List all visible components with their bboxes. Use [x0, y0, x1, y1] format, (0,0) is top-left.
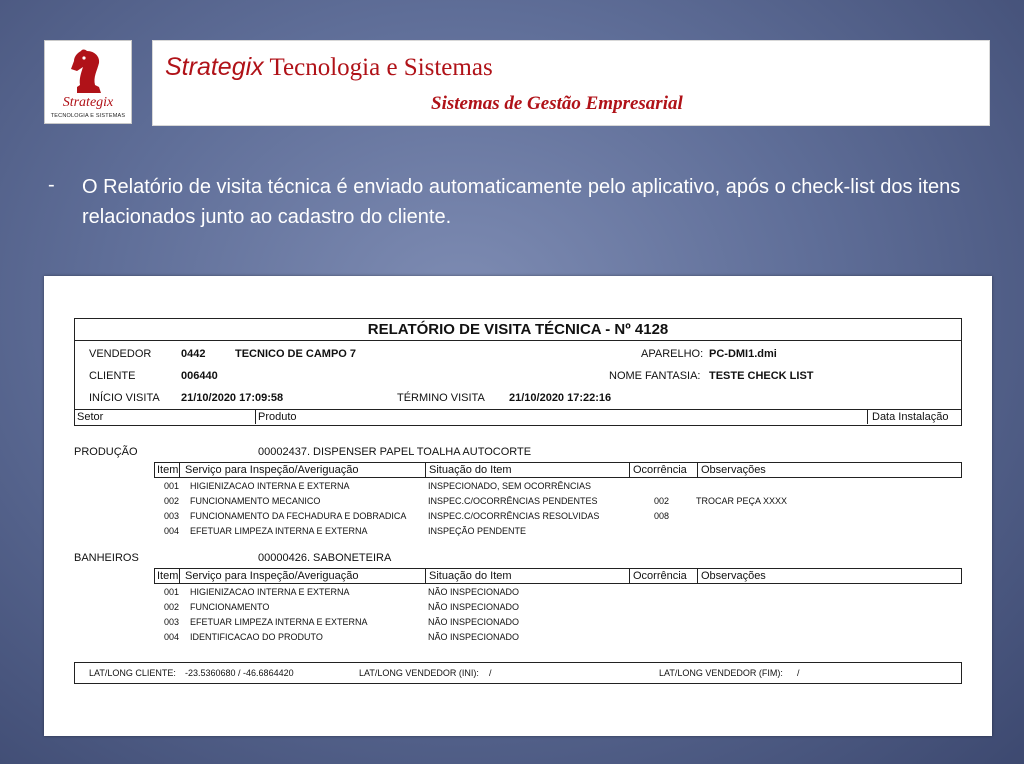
latlong-vendedor-ini-label: LAT/LONG VENDEDOR (INI): [359, 668, 479, 678]
cliente-label: CLIENTE [89, 370, 136, 382]
row-servico: HIGIENIZACAO INTERNA E EXTERNA [190, 481, 350, 491]
row-ocorrencia: 008 [654, 511, 670, 521]
row-item: 003 [164, 617, 180, 627]
page-header [152, 40, 990, 126]
report-image [44, 276, 992, 736]
company-name [165, 53, 493, 82]
vendedor-code: 0442 [181, 348, 206, 360]
row-servico: EFETUAR LIMPEZA INTERNA E EXTERNA [190, 617, 368, 627]
row-item: 001 [164, 587, 180, 597]
latlong-vendedor-fim-value: / [797, 668, 800, 678]
item-col-divider [179, 463, 180, 477]
company-logo [44, 40, 132, 124]
row-servico: HIGIENIZACAO INTERNA E EXTERNA [190, 587, 350, 597]
item-columns-header [154, 462, 962, 478]
termino-label: TÉRMINO VISITA [397, 392, 485, 404]
row-situacao: INSPECIONADO, SEM OCORRÊNCIAS [428, 481, 592, 491]
section-produto: 00002437. DISPENSER PAPEL TOALHA AUTOCORTE [258, 446, 532, 458]
section-setor: BANHEIROS [74, 552, 139, 564]
bullet-text: O Relatório de visita técnica é enviado automaticamente pelo aplicativo, após o check-list dos itens relacionados junto ao cadastro do cliente. [82, 176, 961, 228]
section-setor: PRODUÇÃO [74, 446, 138, 458]
item-col-item: Item [157, 570, 179, 582]
bullet-dash: - [48, 174, 55, 196]
item-col-observacoes: Observações [701, 570, 766, 582]
row-situacao: NÃO INSPECIONADO [428, 617, 520, 627]
logo-name: Strategix [62, 95, 114, 110]
row-item: 001 [164, 481, 180, 491]
item-col-divider [425, 569, 426, 583]
row-servico: EFETUAR LIMPEZA INTERNA E EXTERNA [190, 526, 368, 536]
item-columns-header [154, 568, 962, 584]
report [74, 318, 962, 678]
knight-chess-icon [67, 47, 111, 95]
item-col-divider [697, 569, 698, 583]
aparelho-label: APARELHO: [641, 348, 704, 360]
item-col-situacao: Situação do Item [429, 464, 512, 476]
aparelho-value: PC-DMI1.dmi [709, 348, 777, 360]
company-rest: Tecnologia e Sistemas [269, 54, 493, 81]
row-situacao: INSPEC.C/OCORRÊNCIAS RESOLVIDAS [428, 511, 600, 521]
inicio-label: INÍCIO VISITA [89, 392, 160, 404]
latlong-cliente-value: -23.5360680 / -46.6864420 [185, 668, 294, 678]
row-servico: FUNCIONAMENTO [190, 602, 270, 612]
tagline: Sistemas de Gestão Empresarial [431, 93, 683, 114]
latlong-vendedor-ini-value: / [489, 668, 492, 678]
item-col-divider [629, 569, 630, 583]
col-divider [867, 410, 868, 424]
latlong-cliente-label: LAT/LONG CLIENTE: [89, 668, 176, 678]
logo-subtitle: TECNOLOGIA E SISTEMAS [50, 113, 126, 119]
col-divider [255, 410, 256, 424]
col-data-instalacao: Data Instalação [872, 411, 949, 423]
latlong-vendedor-fim-label: LAT/LONG VENDEDOR (FIM): [659, 668, 783, 678]
col-produto: Produto [258, 411, 297, 423]
section-produto: 00000426. SABONETEIRA [258, 552, 392, 564]
report-info [74, 340, 962, 410]
inicio-value: 21/10/2020 17:09:58 [181, 392, 284, 404]
row-item: 004 [164, 526, 180, 536]
vendedor-label: VENDEDOR [89, 348, 152, 360]
item-col-ocorrencia: Ocorrência [633, 464, 687, 476]
item-col-divider [179, 569, 180, 583]
vendedor-name: TECNICO DE CAMPO 7 [235, 348, 357, 360]
row-situacao: INSPEC.C/OCORRÊNCIAS PENDENTES [428, 496, 598, 506]
row-item: 004 [164, 632, 180, 642]
item-col-servico: Serviço para Inspeção/Averiguação [185, 570, 359, 582]
row-situacao: NÃO INSPECIONADO [428, 602, 520, 612]
row-observacoes: TROCAR PEÇA XXXX [696, 496, 788, 506]
item-col-ocorrencia: Ocorrência [633, 570, 687, 582]
item-col-divider [697, 463, 698, 477]
row-servico: FUNCIONAMENTO DA FECHADURA E DOBRADICA [190, 511, 407, 521]
item-col-divider [629, 463, 630, 477]
report-title: RELATÓRIO DE VISITA TÉCNICA - Nº 4128 [74, 318, 962, 340]
row-servico: FUNCIONAMENTO MECANICO [190, 496, 321, 506]
row-servico: IDENTIFICACAO DO PRODUTO [190, 632, 323, 642]
item-col-item: Item [157, 464, 179, 476]
row-item: 003 [164, 511, 180, 521]
company-brand: Strategix [165, 53, 264, 81]
fantasia-value: TESTE CHECK LIST [709, 370, 814, 382]
row-situacao: NÃO INSPECIONADO [428, 632, 520, 642]
item-col-divider [425, 463, 426, 477]
col-setor: Setor [77, 411, 104, 423]
report-footer [74, 662, 962, 684]
row-item: 002 [164, 602, 180, 612]
row-item: 002 [164, 496, 180, 506]
item-col-situacao: Situação do Item [429, 570, 512, 582]
termino-value: 21/10/2020 17:22:16 [509, 392, 612, 404]
row-situacao: INSPEÇÃO PENDENTE [428, 526, 527, 536]
cliente-code: 006440 [181, 370, 218, 382]
item-col-observacoes: Observações [701, 464, 766, 476]
item-col-servico: Serviço para Inspeção/Averiguação [185, 464, 359, 476]
columns-header [74, 410, 962, 426]
fantasia-label: NOME FANTASIA: [609, 370, 701, 382]
row-situacao: NÃO INSPECIONADO [428, 587, 520, 597]
row-ocorrencia: 002 [654, 496, 670, 506]
